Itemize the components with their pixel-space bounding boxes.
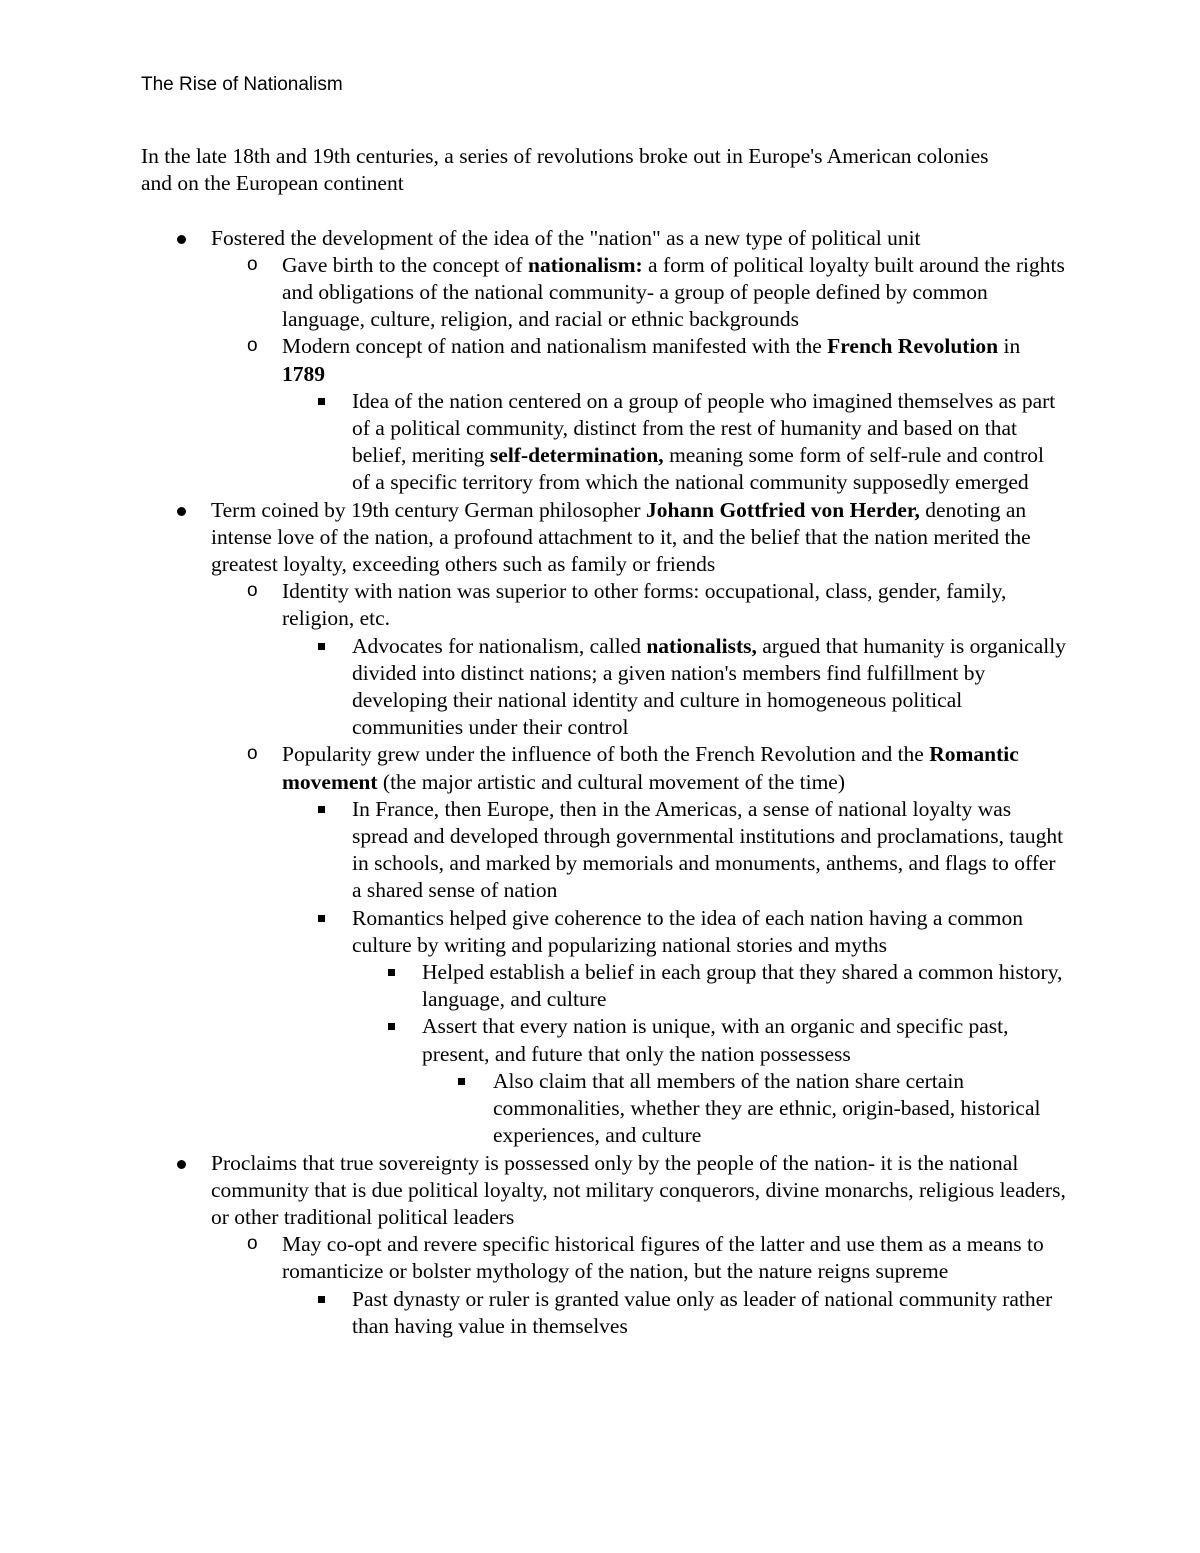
- list-item: Past dynasty or ruler is granted value only as leader of national community rather than having value in themselves: [282, 1286, 1066, 1340]
- square-bullet-icon: [318, 643, 325, 650]
- document-body: [141, 143, 1066, 1340]
- list-item: o Identity with nation was superior to other forms: occupational, class, gender, family, religion, etc. Advocates for nationalism, called nationalists, argued that humanity is organically divided into distinct nations; a given nation's members find fulfillment by developing their national identity and culture in homogeneous political communities under their control: [211, 578, 1066, 741]
- list-item: Romantics helped give coherence to the idea of each nation having a common culture by writing and popularizing national stories and myths Helped establish a belief in each group that they shared a common history, language, and culture Assert that every nation is unique, with an organic and specific past, present, and future that only the nation possessess Also claim that all members of the nation share certain commonalities, whether they are ethnic, origin-based, historical experiences, and culture: [282, 905, 1066, 1150]
- square-bullet-icon: [388, 969, 395, 976]
- list-item: Idea of the nation centered on a group of people who imagined themselves as part of a political community, distinct from the rest of humanity and based on that belief, meriting self-determination, meaning some form of self-rule and control of a specific territory from which the national community supposedly emerged: [282, 388, 1066, 497]
- hollow-bullet-icon: o: [247, 743, 258, 765]
- square-bullet-icon: [318, 398, 325, 405]
- hollow-bullet-icon: o: [247, 335, 258, 357]
- list-item: o Gave birth to the concept of nationalism: a form of political loyalty built around the rights and obligations of the national community- a group of people defined by common language, culture, religion, and racial or ethnic backgrounds: [247, 252, 1065, 332]
- square-bullet-icon: [318, 806, 325, 813]
- intro-paragraph: In the late 18th and 19th centuries, a series of revolutions broke out in Europe's American colonies and on the European continent: [141, 144, 989, 196]
- hollow-bullet-icon: o: [247, 580, 258, 602]
- square-bullet-icon: [318, 915, 325, 922]
- list-item: Also claim that all members of the nation share certain commonalities, whether they are ethnic, origin-based, historical experiences, and culture: [422, 1068, 1066, 1150]
- bullet-icon: [177, 1160, 186, 1169]
- list-item: Assert that every nation is unique, with an organic and specific past, present, and future that only the nation possessess Also claim that all members of the nation share certain commonalities, whether they are ethnic, origin-based, historical experiences, and culture: [352, 1013, 1066, 1149]
- list-item: Helped establish a belief in each group that they shared a common history, language, and culture: [352, 959, 1066, 1013]
- list-item: In France, then Europe, then in the Americas, a sense of national loyalty was spread and developed through governmental institutions and proclamations, taught in schools, and marked by memorials and monuments, anthems, and flags to offer a shared sense of nation: [282, 796, 1066, 905]
- square-bullet-icon: [458, 1078, 465, 1085]
- list-item: o May co-opt and revere specific historical figures of the latter and use them as a means to romanticize or bolster mythology of the nation, but the nature reigns supreme Past dynasty or ruler is granted value only as leader of national community rather than having value in themselves: [211, 1231, 1066, 1340]
- list-item: Advocates for nationalism, called nationalists, argued that humanity is organically divided into distinct nations; a given nation's members find fulfillment by developing their national identity and culture in homogeneous political communities under their control: [282, 633, 1066, 742]
- hollow-bullet-icon: o: [247, 1233, 258, 1255]
- outline-list: [141, 225, 1066, 1340]
- hollow-bullet-icon: o: [247, 253, 258, 275]
- square-bullet-icon: [318, 1296, 325, 1303]
- list-item: Proclaims that true sovereignty is possessed only by the people of the nation- it is the national community that is due political loyalty, not military conquerors, divine monarchs, religious leaders, or other traditional political leaders o May co-opt and revere specific historical figures of the latter and use them as a means to romanticize or bolster mythology of the nation, but the nature reigns supreme Past dynasty or ruler is granted value only as leader of national community rather than having value in themselves: [141, 1150, 1066, 1340]
- list-item: o Modern concept of nation and nationalism manifested with the French Revolution in 1789 Idea of the nation centered on a group of people who imagined themselves as part of a political community, distinct from the rest of humanity and based on that belief, meriting self-determination, meaning some form of self-rule and control of a specific territory from which the national community supposedly emerged: [211, 333, 1066, 496]
- list-item: Term coined by 19th century German philosopher Johann Gottfried von Herder, denoting an intense love of the nation, a profound attachment to it, and the belief that the nation merited the greatest loyalty, exceeding others such as family or friends o Identity with nation was superior to other forms: occupational, class, gender, family, religion, etc. Advocates for nationalism, called nationalists, argued that humanity is organically divided into distinct nations; a given nation's members find fulfillment by developing their national identity and culture in homogeneous political communities under their control o Popularity grew under the influence of both the French Revolution and the Romantic movement (the major artistic and cultural movement of the time) In France, then Europe, then in the Americas, a sense of national loyalty was spread and developed through governmental institutions and proclamations, taught in schools, and marked by memorials and monuments, anthems, and flags to offer a shared sense of nation Romantics helped give coherence to the idea of each nation having a common culture by writing and popularizing national stories and myths Helped establish a belief in each group that they shared a common history, language, and culture Assert that every nation is unique, with an organic and specific past, present, and future that only the nation possessess Also claim that all members of the nation share certain commonalities, whether they are ethnic, origin-based, historical experiences, and culture: [141, 497, 1066, 1150]
- square-bullet-icon: [388, 1023, 395, 1030]
- page-title: The Rise of Nationalism: [141, 74, 343, 95]
- list-item: Fostered the development of the idea of the "nation" as a new type of political unit o Gave birth to the concept of nationalism: a form of political loyalty built around the rights and obligations of the national community- a group of people defined by common language, culture, religion, and racial or ethnic backgrounds o Modern concept of nation and nationalism manifested with the French Revolution in 1789 Idea of the nation centered on a group of people who imagined themselves as part of a political community, distinct from the rest of humanity and based on that belief, meriting self-determination, meaning some form of self-rule and control of a specific territory from which the national community supposedly emerged: [141, 225, 1066, 497]
- list-item: o Popularity grew under the influence of both the French Revolution and the Romantic movement (the major artistic and cultural movement of the time) In France, then Europe, then in the Americas, a sense of national loyalty was spread and developed through governmental institutions and proclamations, taught in schools, and marked by memorials and monuments, anthems, and flags to offer a shared sense of nation Romantics helped give coherence to the idea of each nation having a common culture by writing and popularizing national stories and myths Helped establish a belief in each group that they shared a common history, language, and culture Assert that every nation is unique, with an organic and specific past, present, and future that only the nation possessess Also claim that all members of the nation share certain commonalities, whether they are ethnic, origin-based, historical experiences, and culture: [211, 741, 1066, 1149]
- bullet-icon: [177, 507, 186, 516]
- bullet-icon: [177, 235, 186, 244]
